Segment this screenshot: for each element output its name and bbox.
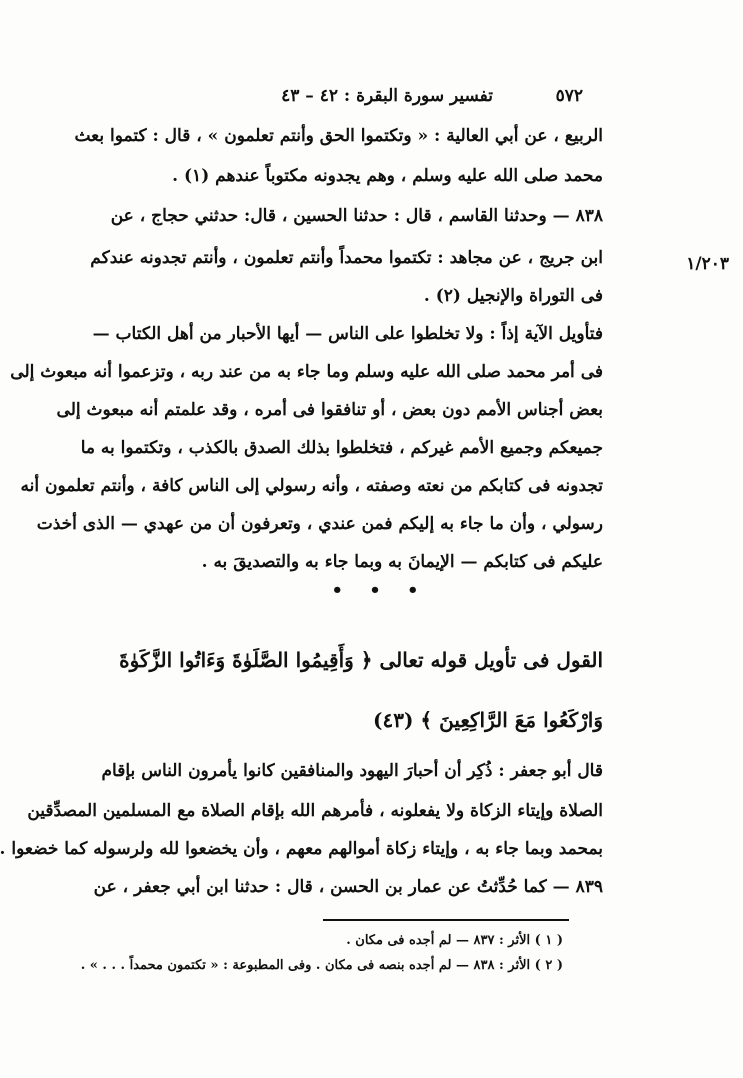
section-separator: • • • [331, 580, 429, 601]
text-line: عليكم فى كتابكم — الإيمانَ به وبما جاء به والتصديقَ به . [201, 552, 603, 572]
text-line: ٨٣٨ — وحدثنا القاسم ، قال : حدثنا الحسين ، قال: حدثني حجاج ، عن [110, 206, 603, 226]
text-line: رسولي ، وأن ما جاء به إليكم فمن عندي ، وتعرفون أن من عهدي — الذى أخذت [36, 514, 603, 534]
text-line: فى أمر محمد صلى الله عليه وسلم وما جاء به من عند ربه ، وتزعموا أنه مبعوث إلى [10, 362, 603, 382]
section-heading: وَارْكَعُوا مَعَ الرَّاكِعِينَ ﴾ (٤٣) [373, 708, 603, 732]
text-line: بعض أجناس الأمم دون بعض ، أو تنافقوا فى أمره ، وقد علمتم أنه مبعوث إلى [56, 400, 603, 420]
text-line: الربيع ، عن أبي العالية : « وتكتموا الحق وأنتم تعلمون » ، قال : كتموا بعث [74, 126, 603, 146]
text-line: محمد صلى الله عليه وسلم ، وهم يجدونه مكتوباً عندهم (١) . [172, 166, 603, 186]
page-number: ٥٧٢ [555, 86, 583, 106]
page-header [53, 82, 583, 116]
running-title: تفسير سورة البقرة : ٤٢ – ٤٣ [281, 86, 493, 106]
text-line: تجدونه فى كتابكم من نعته وصفته ، وأنه رسولي إلى الناس كافة ، وأنتم تعلمون أنه [20, 476, 603, 496]
text-line: ٨٣٩ — كما حُدِّثتُ عن عمار بن الحسن ، قال : حدثنا ابن أبي جعفر ، عن [93, 877, 603, 897]
footnote: ( ١ ) الأثر : ٨٣٧ — لم أجده فى مكان . [346, 933, 563, 948]
text-line: بمحمد وبما جاء به ، وإيتاء زكاة أموالهم معهم ، وأن يخضعوا لله ولرسوله كما خضعوا . [0, 839, 603, 859]
text-line: فى التوراة والإنجيل (٢) . [423, 286, 603, 306]
text-line: فتأويل الآية إذاً : ولا تخلطوا على الناس — أيها الأحبار من أهل الكتاب — [92, 324, 603, 344]
footnote-rule [323, 919, 569, 921]
text-line: جميعكم وجميع الأمم غيركم ، فتخلطوا بذلك الصدق بالكذب ، وتكتموا به ما [80, 438, 603, 458]
text-line: ابن جريج ، عن مجاهد : تكتموا محمداً وأنتم تعلمون ، وأنتم تجدونه عندكم [90, 248, 603, 268]
footnote: ( ٢ ) الأثر : ٨٣٨ — لم أجده بنصه فى مكان . وفى المطبوعة : « تكتمون محمداً . . . » . [80, 958, 563, 973]
text-line: قال أبو جعفر : ذُكِر أن أحبارَ اليهود والمنافقين كانوا يأمرون الناس بإقام [101, 761, 603, 781]
section-heading: القول فى تأويل قوله تعالى ﴿ وَأَقِيمُوا الصَّلَوٰةَ وَءَاتُوا الزَّكَوٰةَ [119, 648, 603, 672]
text-line: الصلاة وإيتاء الزكاة ولا يفعلونه ، فأمرهم الله بإقام الصلاة مع المسلمين المصدِّقين [27, 801, 603, 821]
margin-reference: ١/٢٠٣ [686, 254, 729, 274]
